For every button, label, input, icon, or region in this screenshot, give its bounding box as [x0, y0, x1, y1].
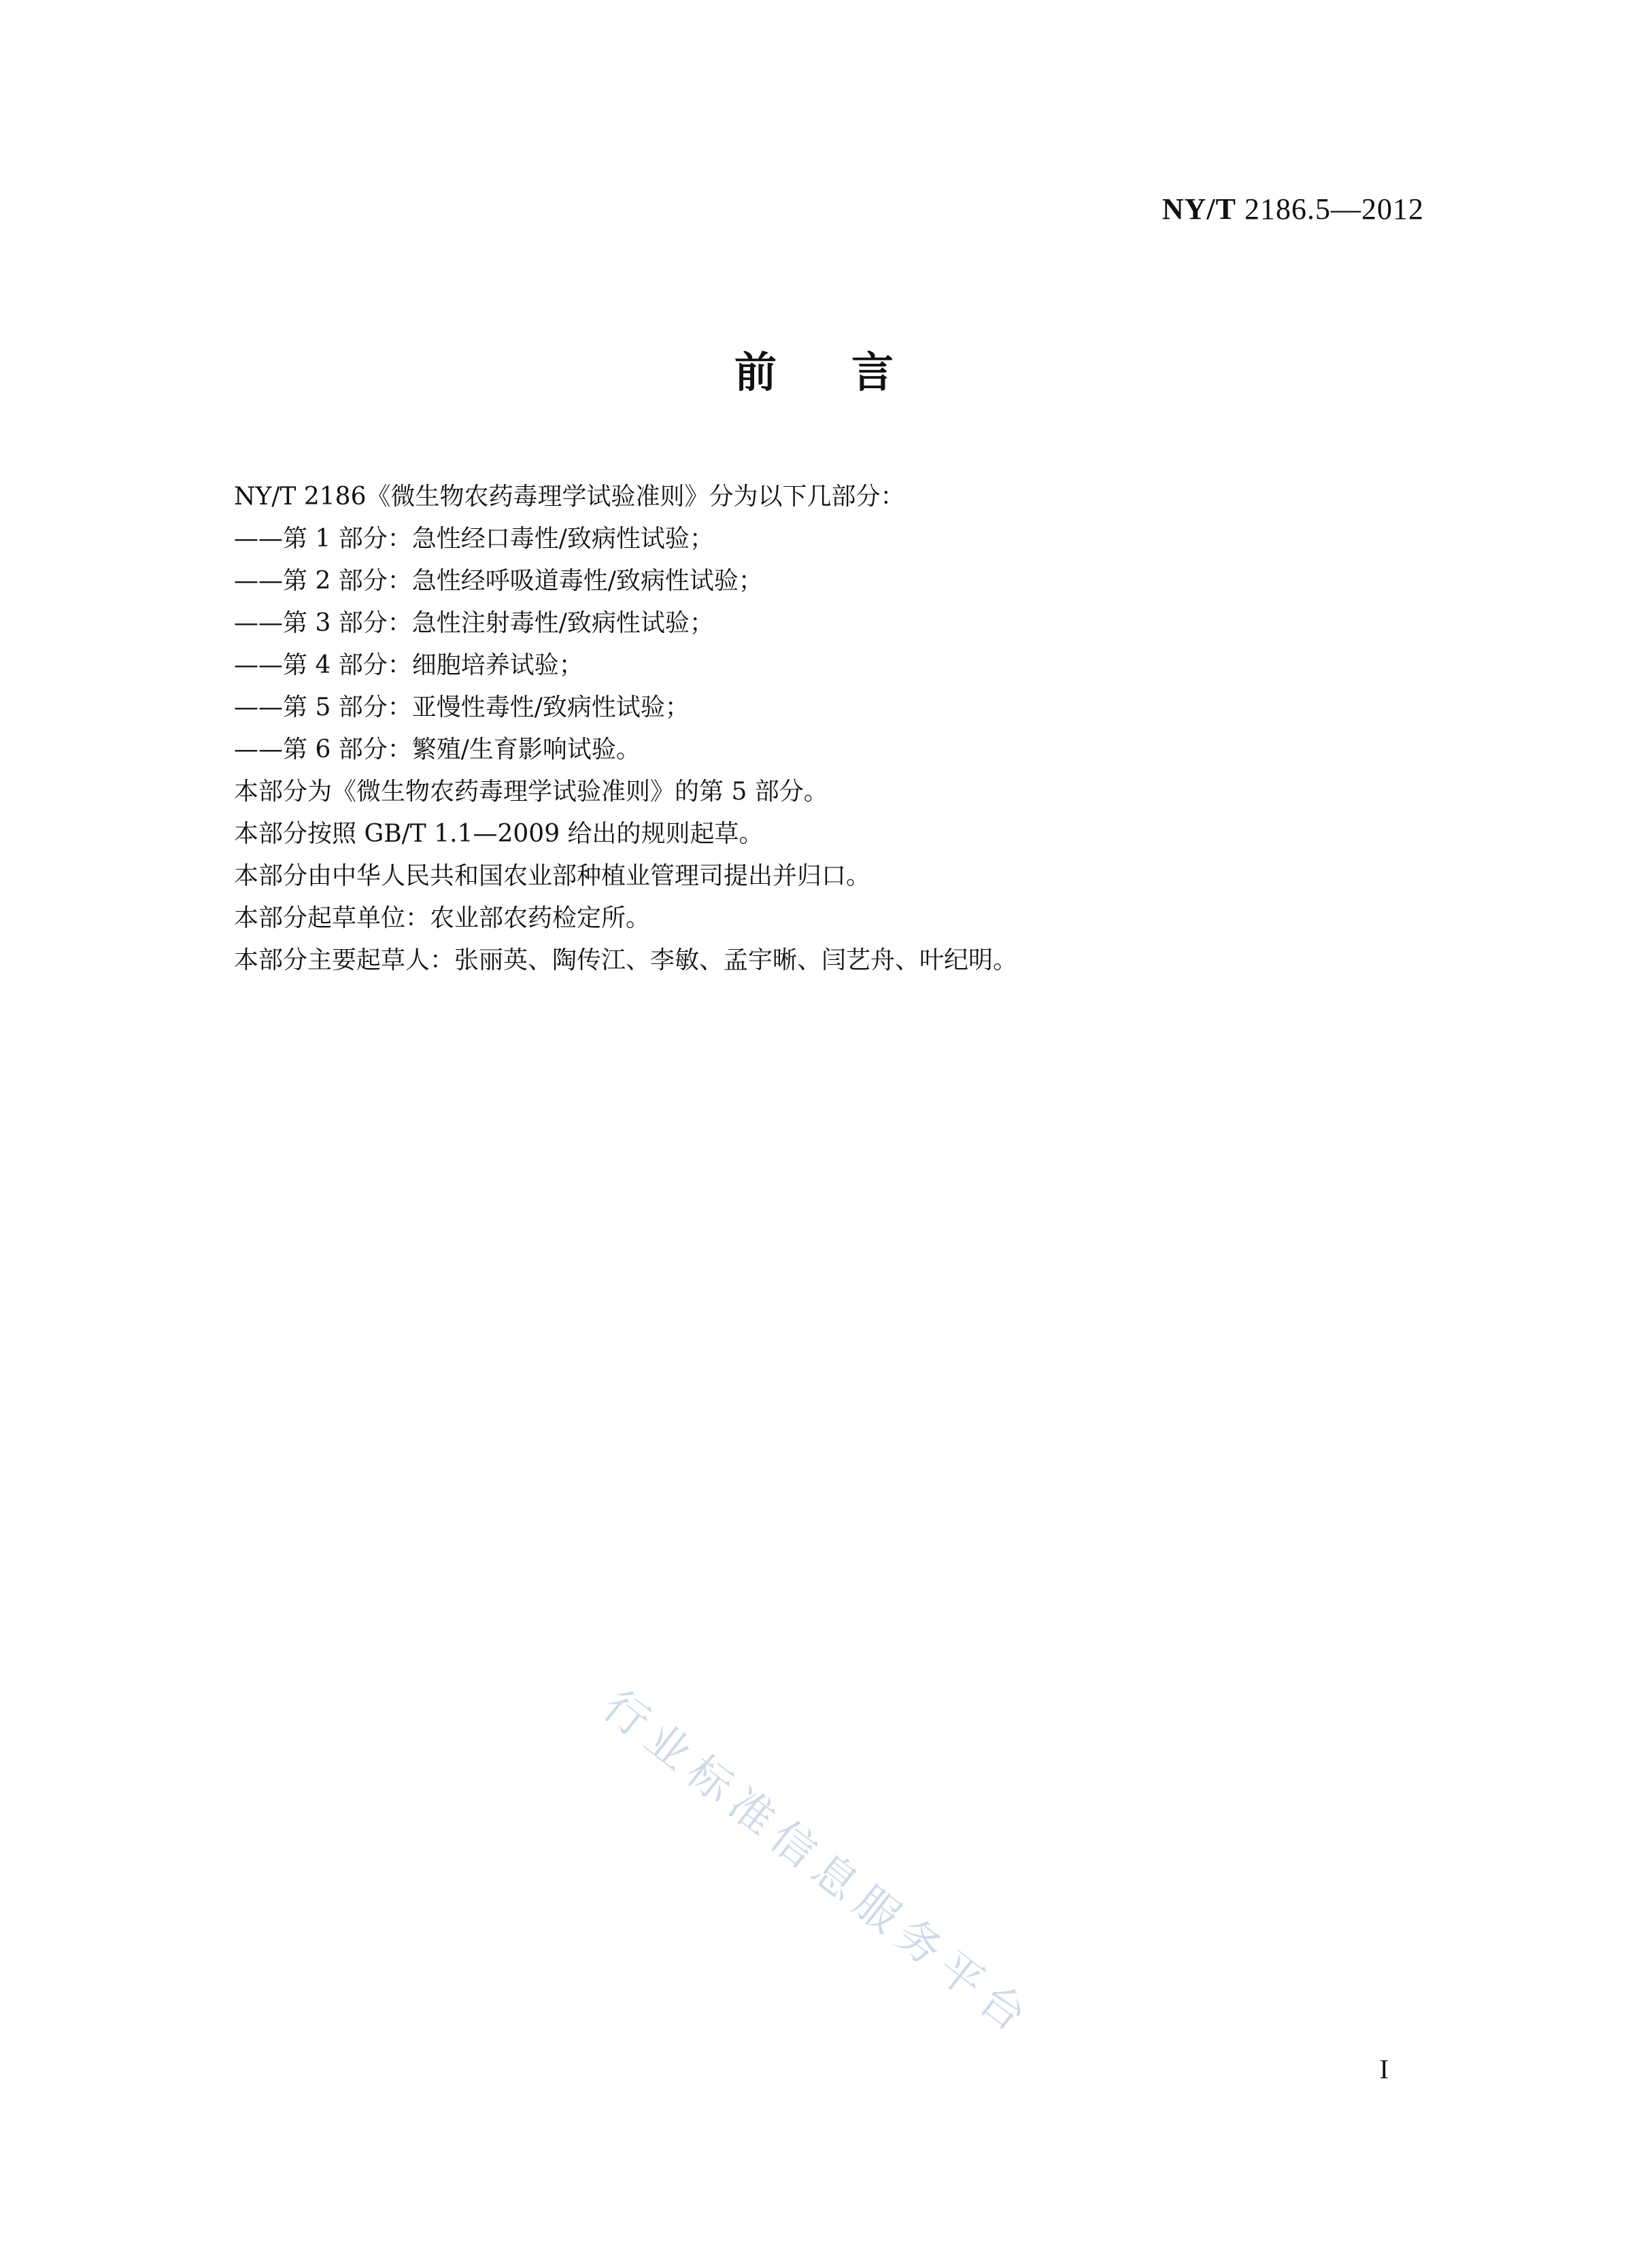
- paragraph-proposer: 本部分由中华人民共和国农业部种植业管理司提出并归口。: [234, 862, 871, 890]
- watermark: 行业标准信息服务平台: [593, 1681, 1042, 2047]
- list-item-part-6: ——第 6 部分：繁殖/生育影响试验。: [234, 736, 641, 763]
- standard-prefix: NY/T: [1161, 192, 1236, 226]
- foreword-body: [234, 476, 1431, 982]
- standard-number: 2186.5—2012: [1244, 192, 1424, 226]
- paragraph-drafting-rules: 本部分按照 GB/T 1.1—2009 给出的规则起草。: [234, 820, 764, 848]
- paragraph-intro: NY/T 2186《微生物农药毒理学试验准则》分为以下几部分：: [234, 483, 905, 511]
- standard-code: [1162, 192, 1424, 227]
- paragraph-scope: 本部分为《微生物农药毒理学试验准则》的第 5 部分。: [234, 778, 828, 806]
- paragraph-drafters: 本部分主要起草人：张丽英、陶传江、李敏、孟宇晰、闫艺舟、叶纪明。: [234, 946, 1018, 974]
- page-number: I: [1379, 2054, 1389, 2084]
- list-item-part-3: ——第 3 部分：急性注射毒性/致病性试验；: [234, 609, 714, 637]
- list-item-part-1: ——第 1 部分：急性经口毒性/致病性试验；: [234, 525, 714, 553]
- list-item-part-2: ——第 2 部分：急性经呼吸道毒性/致病性试验；: [234, 567, 763, 595]
- list-item-part-4: ——第 4 部分：细胞培养试验；: [234, 651, 583, 679]
- list-item-part-5: ——第 5 部分：亚慢性毒性/致病性试验；: [234, 693, 690, 721]
- page-title: 前言: [734, 347, 968, 397]
- paragraph-drafting-unit: 本部分起草单位：农业部农药检定所。: [234, 904, 651, 932]
